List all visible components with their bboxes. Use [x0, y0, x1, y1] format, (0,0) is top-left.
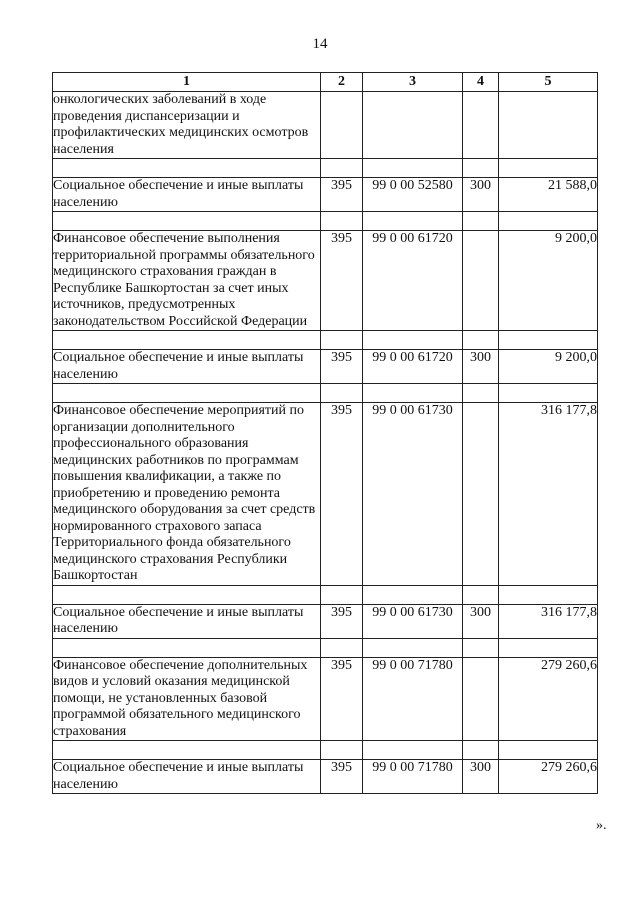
row-name: Финансовое обеспечение дополнительных видов и условий оказания медицинской помощи, не установленных базовой программой обязательного медицинского страхования [53, 657, 321, 741]
table-row [53, 350, 598, 384]
column-header-3: 3 [363, 73, 463, 92]
row-code: 395 [321, 178, 363, 212]
row-spacer [53, 741, 598, 760]
row-article: 99 0 00 71780 [363, 760, 463, 794]
row-spacer [53, 331, 598, 350]
row-code: 395 [321, 231, 363, 331]
column-header-4: 4 [463, 73, 499, 92]
row-code: 395 [321, 657, 363, 741]
budget-table [52, 72, 598, 794]
row-amount: 279 260,6 [499, 657, 598, 741]
row-code [321, 92, 363, 159]
row-code: 395 [321, 760, 363, 794]
row-amount: 316 177,8 [499, 604, 598, 638]
row-code: 395 [321, 403, 363, 586]
row-article: 99 0 00 61720 [363, 231, 463, 331]
row-article: 99 0 00 52580 [363, 178, 463, 212]
row-type: 300 [463, 178, 499, 212]
row-amount: 279 260,6 [499, 760, 598, 794]
row-name: Социальное обеспечение и иные выплаты населению [53, 350, 321, 384]
row-name: Социальное обеспечение и иные выплаты населению [53, 178, 321, 212]
row-code: 395 [321, 350, 363, 384]
row-amount: 9 200,0 [499, 350, 598, 384]
table-row [53, 403, 598, 586]
row-amount: 21 588,0 [499, 178, 598, 212]
page-number: 14 [312, 36, 328, 52]
row-type: 300 [463, 760, 499, 794]
table-row [53, 760, 598, 794]
row-type: 300 [463, 604, 499, 638]
row-name: Финансовое обеспечение мероприятий по организации дополнительного профессионального образования медицинских работников по программам повышения квалификации, а также по приобретению и проведению ремонта медицинского оборудования за счет средств нормированного страхового запаса Территориального фонда обязательного медицинского страхования Республики Башкортостан [53, 403, 321, 586]
table-row [53, 92, 598, 159]
row-name: Социальное обеспечение и иные выплаты населению [53, 604, 321, 638]
row-amount: 316 177,8 [499, 403, 598, 586]
column-header-2: 2 [321, 73, 363, 92]
closing-quote-mark: ». [596, 818, 607, 833]
row-spacer [53, 212, 598, 231]
row-code: 395 [321, 604, 363, 638]
row-type [463, 231, 499, 331]
row-type [463, 403, 499, 586]
table-row [53, 604, 598, 638]
row-name: Финансовое обеспечение выполнения территориальной программы обязательного медицинского страхования граждан в Республике Башкортостан за счет иных источников, предусмотренных законодательством Российской Федерации [53, 231, 321, 331]
row-type: 300 [463, 350, 499, 384]
table-row [53, 178, 598, 212]
row-article: 99 0 00 61730 [363, 604, 463, 638]
row-type [463, 92, 499, 159]
column-header-1: 1 [53, 73, 321, 92]
row-name: онкологических заболеваний в ходе проведения диспансеризации и профилактических медицинских осмотров населения [53, 92, 321, 159]
table-row [53, 231, 598, 331]
row-spacer [53, 638, 598, 657]
table-row [53, 657, 598, 741]
column-header-5: 5 [499, 73, 598, 92]
row-type [463, 657, 499, 741]
row-article [363, 92, 463, 159]
row-amount [499, 92, 598, 159]
row-article: 99 0 00 61730 [363, 403, 463, 586]
row-spacer [53, 159, 598, 178]
row-spacer [53, 585, 598, 604]
row-amount: 9 200,0 [499, 231, 598, 331]
row-article: 99 0 00 71780 [363, 657, 463, 741]
table-header-row [53, 73, 598, 92]
row-name: Социальное обеспечение и иные выплаты населению [53, 760, 321, 794]
row-spacer [53, 384, 598, 403]
row-article: 99 0 00 61720 [363, 350, 463, 384]
